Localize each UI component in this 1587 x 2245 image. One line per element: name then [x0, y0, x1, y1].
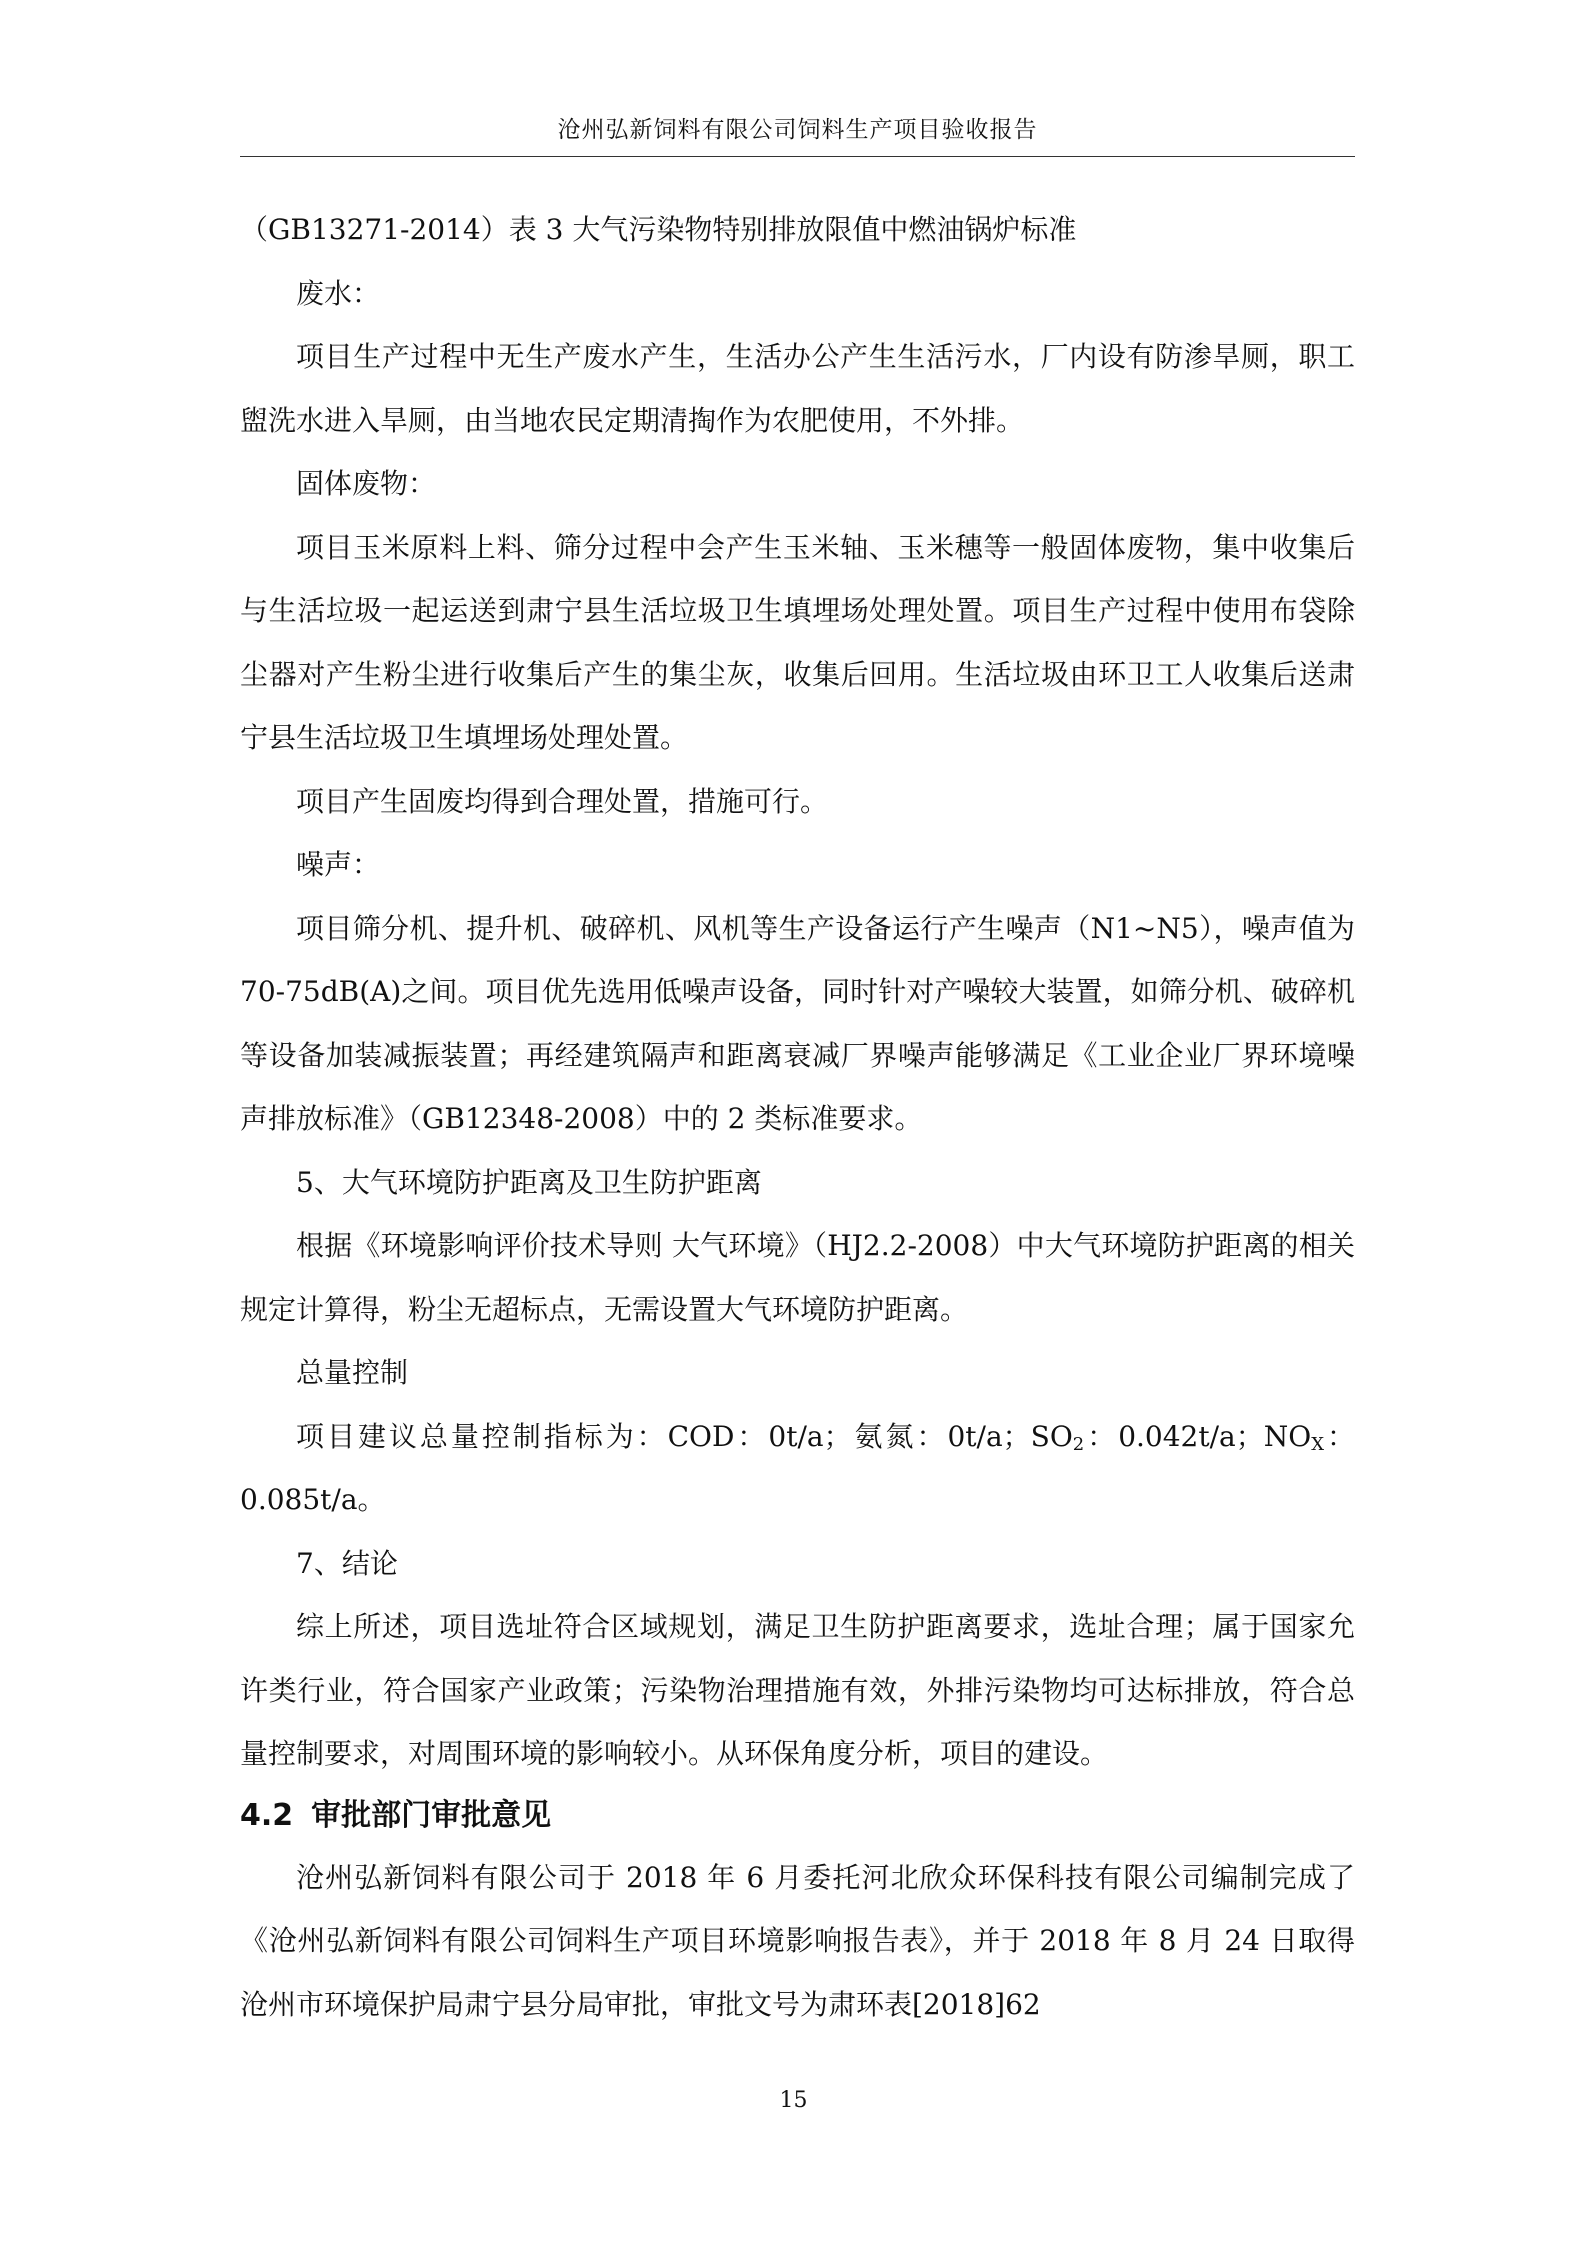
page-number: 15: [779, 2088, 808, 2113]
heading-solid-waste: 固体废物：: [296, 467, 437, 500]
paragraph-solid-waste: 项目玉米原料上料、筛分过程中会产生玉米轴、玉米穗等一般固体废物，集中收集后与生活垃圾一起运送到肃宁县生活垃圾卫生填埋场处理处置。项目生产过程中使用布袋除尘器对产生粉尘进行收集后产生的集尘灰，收集后回用。生活垃圾由环卫工人收集后送肃宁县生活垃圾卫生填埋场处理处置。: [240, 530, 1355, 754]
section-heading: [240, 1786, 1355, 1846]
section-number: 4.2: [240, 1797, 294, 1833]
paragraph-conclusion: 综上所述，项目选址符合区域规划，满足卫生防护距离要求，选址合理；属于国家允许类行业，符合国家产业政策；污染物治理措施有效，外排污染物均可达标排放，符合总量控制要求，对周围环境的影响较小。从环保角度分析，项目的建设。: [240, 1610, 1355, 1770]
paragraph-wastewater: 项目生产过程中无生产废水产生，生活办公产生生活污水，厂内设有防渗旱厕，职工盥洗水进入旱厕，由当地农民定期清掏作为农肥使用，不外排。: [240, 340, 1355, 437]
paragraph-standard-ref: （GB13271-2014）表 3 大气污染物特别排放限值中燃油锅炉标准: [240, 213, 1077, 246]
heading-protection-distance: 5、大气环境防护距离及卫生防护距离: [296, 1165, 762, 1199]
paragraph-total-control: 项目建议总量控制指标为：COD：0t/a；氨氮：0t/a；$SO_2$：0.042t/a；$NO_X$：0.085t/a。: [240, 1419, 1355, 1516]
section-title: 审批部门审批意见: [311, 1797, 552, 1833]
heading-total-control: 总量控制: [296, 1356, 409, 1389]
paragraph-noise: 项目筛分机、提升机、破碎机、风机等生产设备运行产生噪声（N1~N5），噪声值为 70-75dB(A)之间。项目优先选用低噪声设备，同时针对产噪较大装置，如筛分机、破碎机等设备加装减振装置；再经建筑隔声和距离衰减厂界噪声能够满足《工业企业厂界环境噪声排放标准》（GB12348-2008）中的 2 类标准要求。: [240, 911, 1355, 1135]
document-body: [240, 198, 1355, 2036]
heading-conclusion: 7、结论: [296, 1546, 398, 1580]
heading-wastewater: 废水：: [296, 276, 381, 310]
header-title: 沧州弘新饲料有限公司饲料生产项目验收报告: [557, 117, 1038, 143]
paragraph-solid-waste-conclusion: 项目产生固废均得到合理处置，措施可行。: [296, 784, 829, 818]
heading-noise: 噪声：: [296, 848, 381, 881]
paragraph-approval: 沧州弘新饲料有限公司于 2018 年 6 月委托河北欣众环保科技有限公司编制完成了《沧州弘新饲料有限公司饲料生产项目环境影响报告表》，并于 2018 年 8 月 24 日取得沧州市环境保护局肃宁县分局审批，审批文号为肃环表[2018]62: [240, 1860, 1355, 2021]
paragraph-protection-distance: 根据《环境影响评价技术导则 大气环境》（HJ2.2-2008）中大气环境防护距离的相关规定计算得，粉尘无超标点，无需设置大气环境防护距离。: [240, 1229, 1355, 1326]
page-header: [240, 112, 1355, 157]
